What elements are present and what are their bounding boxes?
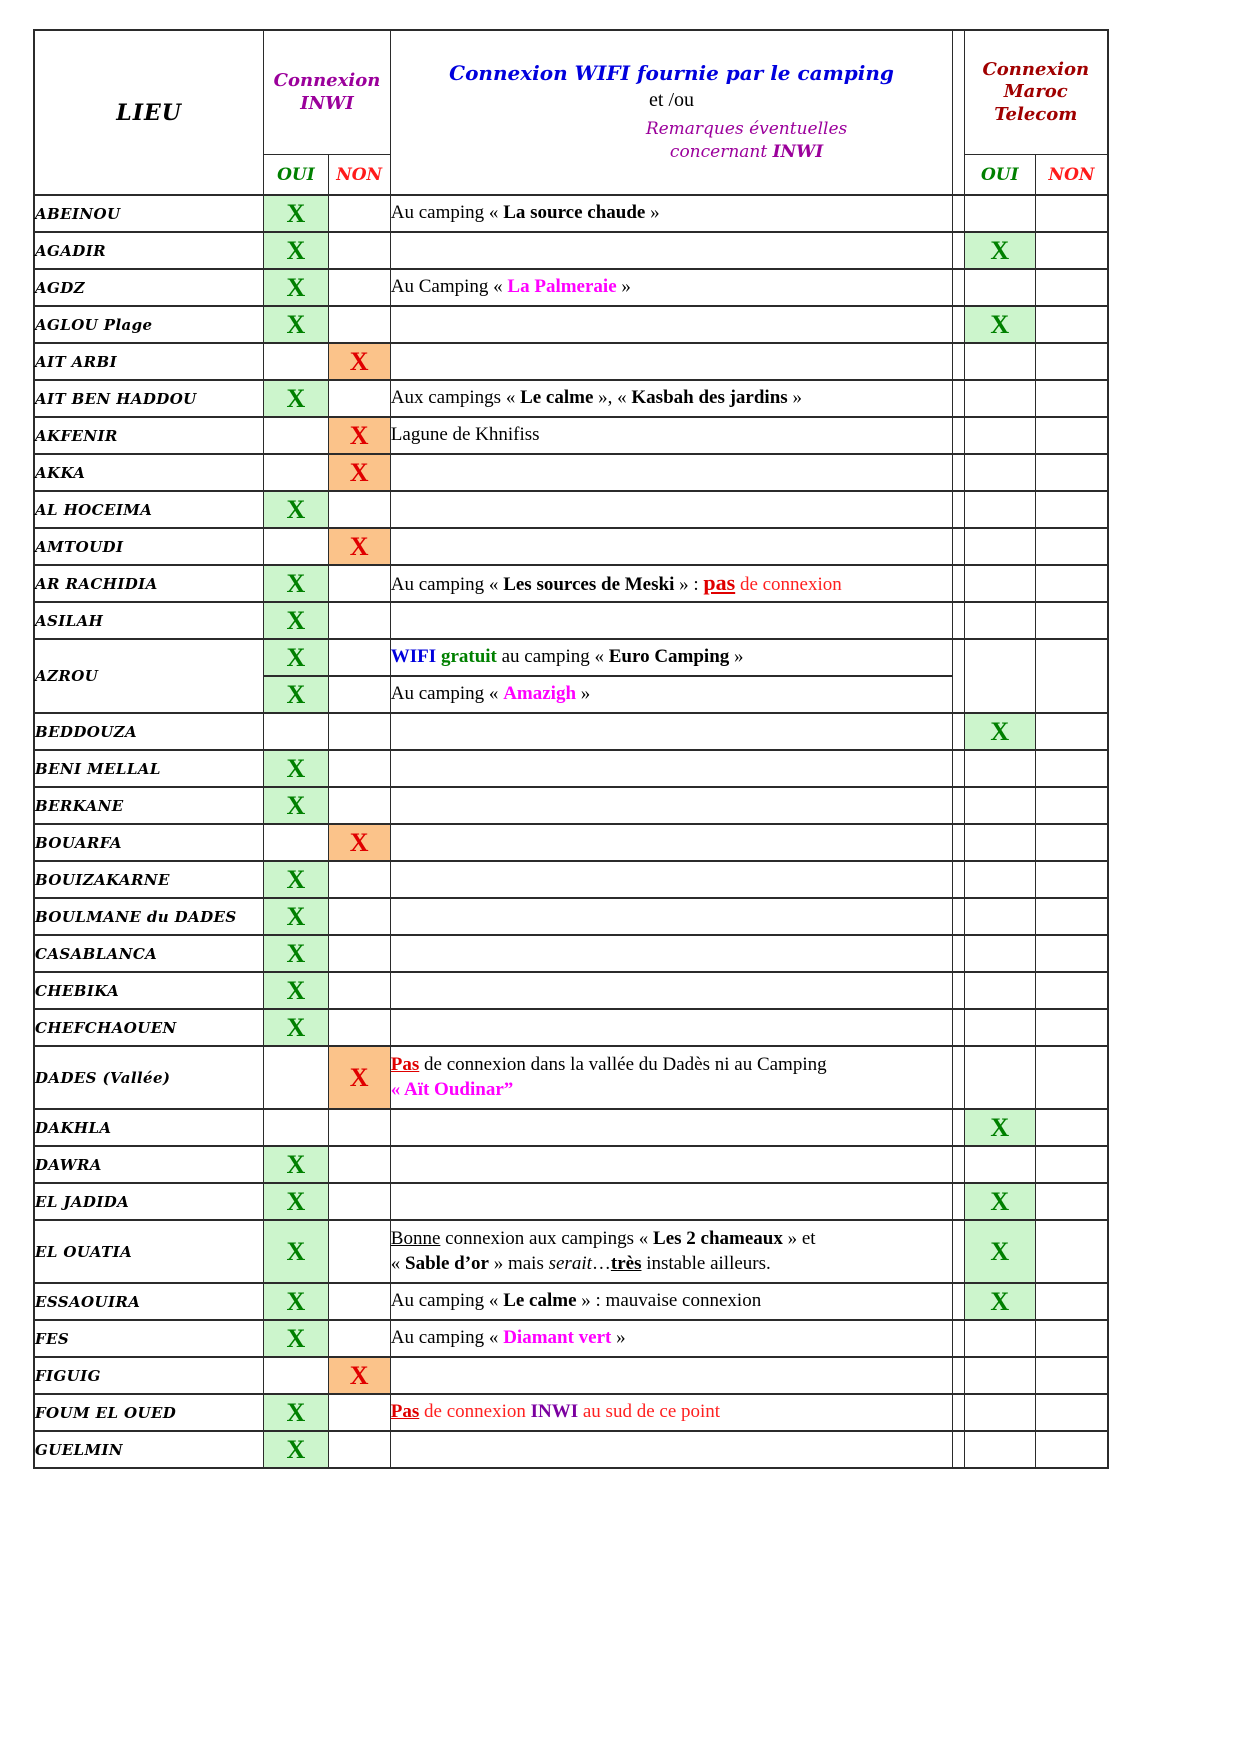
location-name: CASABLANCA bbox=[34, 935, 264, 972]
maroc-non-cell[interactable] bbox=[1035, 1109, 1108, 1146]
remark-cell: Au camping « La source chaude » bbox=[390, 195, 953, 232]
inwi-oui-cell[interactable]: X bbox=[264, 195, 328, 232]
location-name: BOUARFA bbox=[34, 824, 264, 861]
location-name: FIGUIG bbox=[34, 1357, 264, 1394]
inwi-oui-cell[interactable] bbox=[264, 1357, 328, 1394]
header-lieu-label: LIEU bbox=[116, 99, 182, 126]
column-separator bbox=[953, 380, 964, 417]
maroc-non-cell[interactable] bbox=[1035, 232, 1108, 269]
inwi-oui-cell[interactable] bbox=[264, 528, 328, 565]
wifi-availability-sheet bbox=[33, 29, 1109, 1469]
column-separator bbox=[953, 30, 964, 195]
table-row bbox=[34, 1320, 1108, 1357]
inwi-oui-cell[interactable]: X bbox=[264, 639, 328, 676]
maroc-oui-cell[interactable] bbox=[964, 935, 1035, 972]
location-name: BOULMANE du DADES bbox=[34, 898, 264, 935]
remark-cell bbox=[390, 491, 953, 528]
location-name: AKFENIR bbox=[34, 417, 264, 454]
table-row bbox=[34, 1220, 1108, 1283]
maroc-non-cell[interactable] bbox=[1035, 1220, 1108, 1283]
table-row bbox=[34, 713, 1108, 750]
table-row bbox=[34, 602, 1108, 639]
location-name: EL OUATIA bbox=[34, 1220, 264, 1283]
location-name: AGLOU Plage bbox=[34, 306, 264, 343]
remark-cell bbox=[390, 454, 953, 491]
location-name: AL HOCEIMA bbox=[34, 491, 264, 528]
inwi-oui-cell[interactable]: X bbox=[264, 1283, 328, 1320]
inwi-non-cell[interactable] bbox=[328, 787, 390, 824]
header-inwi-oui: OUI bbox=[264, 155, 328, 196]
inwi-oui-cell[interactable]: X bbox=[264, 1220, 328, 1283]
inwi-non-cell[interactable] bbox=[328, 1320, 390, 1357]
inwi-non-cell[interactable]: X bbox=[328, 1046, 390, 1109]
header-etou: et /ou bbox=[649, 89, 695, 112]
maroc-non-cell[interactable] bbox=[1035, 1320, 1108, 1357]
column-separator bbox=[953, 454, 964, 491]
header-maroc-line2: Maroc bbox=[1003, 81, 1068, 103]
inwi-non-cell[interactable]: X bbox=[328, 528, 390, 565]
remark-cell bbox=[390, 1109, 953, 1146]
location-name: AR RACHIDIA bbox=[34, 565, 264, 602]
table-row bbox=[34, 824, 1108, 861]
maroc-oui-cell[interactable]: X bbox=[964, 1183, 1035, 1220]
inwi-non-cell[interactable] bbox=[328, 306, 390, 343]
column-separator bbox=[953, 824, 964, 861]
maroc-non-cell[interactable] bbox=[1035, 454, 1108, 491]
remark-cell bbox=[390, 232, 953, 269]
inwi-oui-cell[interactable]: X bbox=[264, 269, 328, 306]
maroc-non-cell[interactable] bbox=[1035, 898, 1108, 935]
maroc-oui-cell[interactable] bbox=[964, 861, 1035, 898]
header-lieu bbox=[34, 30, 264, 195]
inwi-oui-cell[interactable] bbox=[264, 713, 328, 750]
maroc-non-cell[interactable] bbox=[1035, 1183, 1108, 1220]
header-wifi-camping bbox=[390, 30, 953, 195]
remark-cell: WIFI gratuit au camping « Euro Camping » bbox=[390, 639, 953, 676]
table-row bbox=[34, 528, 1108, 565]
inwi-non-cell[interactable] bbox=[328, 898, 390, 935]
maroc-non-cell[interactable] bbox=[1035, 491, 1108, 528]
column-separator bbox=[953, 1220, 964, 1283]
table-row bbox=[34, 1046, 1108, 1109]
column-separator bbox=[953, 343, 964, 380]
maroc-non-cell[interactable] bbox=[1035, 195, 1108, 232]
column-separator bbox=[953, 972, 964, 1009]
header-remarques bbox=[391, 118, 953, 164]
header-remarques-line2 bbox=[541, 141, 953, 164]
column-separator bbox=[953, 861, 964, 898]
column-separator bbox=[953, 1320, 964, 1357]
column-separator bbox=[953, 232, 964, 269]
table-row bbox=[34, 195, 1108, 232]
maroc-non-cell[interactable] bbox=[1035, 824, 1108, 861]
table-row bbox=[34, 1431, 1108, 1468]
maroc-non-cell[interactable] bbox=[1035, 1146, 1108, 1183]
table-row bbox=[34, 1146, 1108, 1183]
inwi-oui-cell[interactable]: X bbox=[264, 1146, 328, 1183]
maroc-non-cell[interactable] bbox=[1035, 343, 1108, 380]
header-maroc-telecom bbox=[964, 30, 1108, 155]
maroc-non-cell[interactable] bbox=[1035, 380, 1108, 417]
maroc-non-cell[interactable] bbox=[1035, 935, 1108, 972]
inwi-non-cell[interactable] bbox=[328, 565, 390, 602]
column-separator bbox=[953, 898, 964, 935]
location-name: BENI MELLAL bbox=[34, 750, 264, 787]
remark-cell bbox=[390, 972, 953, 1009]
location-name: DAWRA bbox=[34, 1146, 264, 1183]
maroc-non-cell[interactable] bbox=[1035, 1394, 1108, 1431]
header-maroc-line1: Connexion bbox=[982, 58, 1090, 80]
inwi-oui-cell[interactable]: X bbox=[264, 380, 328, 417]
maroc-oui-cell[interactable]: X bbox=[964, 713, 1035, 750]
location-name: DAKHLA bbox=[34, 1109, 264, 1146]
inwi-non-cell[interactable] bbox=[328, 602, 390, 639]
table-row bbox=[34, 565, 1108, 602]
header-maroc-line3: Telecom bbox=[994, 103, 1078, 125]
inwi-oui-cell[interactable] bbox=[264, 1046, 328, 1109]
column-separator bbox=[953, 565, 964, 602]
maroc-oui-cell[interactable] bbox=[964, 195, 1035, 232]
column-separator bbox=[953, 787, 964, 824]
inwi-non-cell[interactable] bbox=[328, 861, 390, 898]
table-row bbox=[34, 380, 1108, 417]
location-name: DADES (Vallée) bbox=[34, 1046, 264, 1109]
location-name: AGDZ bbox=[34, 269, 264, 306]
column-separator bbox=[953, 935, 964, 972]
maroc-oui-cell[interactable] bbox=[964, 1046, 1035, 1109]
maroc-non-cell[interactable] bbox=[1035, 1283, 1108, 1320]
inwi-non-cell[interactable] bbox=[328, 269, 390, 306]
table-row bbox=[34, 1394, 1108, 1431]
table-row bbox=[34, 935, 1108, 972]
maroc-oui-cell[interactable] bbox=[964, 454, 1035, 491]
maroc-oui-cell[interactable] bbox=[964, 380, 1035, 417]
table-row bbox=[34, 1009, 1108, 1046]
remark-cell bbox=[390, 602, 953, 639]
maroc-oui-cell[interactable]: X bbox=[964, 232, 1035, 269]
inwi-non-cell[interactable] bbox=[328, 380, 390, 417]
remark-cell: Pas de connexion dans la vallée du Dadès ni au Camping « Aït Oudinar” bbox=[390, 1046, 953, 1109]
inwi-non-cell[interactable] bbox=[328, 750, 390, 787]
maroc-non-cell[interactable] bbox=[1035, 1046, 1108, 1109]
column-separator bbox=[953, 528, 964, 565]
column-separator bbox=[953, 1109, 964, 1146]
inwi-oui-cell[interactable]: X bbox=[264, 565, 328, 602]
remark-cell bbox=[390, 1146, 953, 1183]
remark-cell bbox=[390, 750, 953, 787]
column-separator bbox=[953, 1394, 964, 1431]
inwi-oui-cell[interactable]: X bbox=[264, 491, 328, 528]
column-separator bbox=[953, 1046, 964, 1109]
location-name: FOUM EL OUED bbox=[34, 1394, 264, 1431]
column-separator bbox=[953, 639, 964, 713]
inwi-oui-cell[interactable] bbox=[264, 824, 328, 861]
maroc-non-cell[interactable] bbox=[1035, 1009, 1108, 1046]
inwi-oui-cell[interactable] bbox=[264, 343, 328, 380]
remark-cell bbox=[390, 787, 953, 824]
header-inwi-line2: INWI bbox=[300, 92, 354, 114]
location-name: GUELMIN bbox=[34, 1431, 264, 1468]
inwi-oui-cell[interactable]: X bbox=[264, 898, 328, 935]
header-inwi bbox=[264, 30, 391, 155]
inwi-non-cell[interactable]: X bbox=[328, 454, 390, 491]
location-name: BOUIZAKARNE bbox=[34, 861, 264, 898]
maroc-oui-cell[interactable] bbox=[964, 528, 1035, 565]
location-name: AKKA bbox=[34, 454, 264, 491]
remark-cell bbox=[390, 1431, 953, 1468]
inwi-oui-cell[interactable]: X bbox=[264, 1183, 328, 1220]
header-maroc-non: NON bbox=[1035, 155, 1108, 196]
maroc-non-cell[interactable] bbox=[1035, 269, 1108, 306]
location-name: AIT ARBI bbox=[34, 343, 264, 380]
maroc-non-cell[interactable] bbox=[1035, 787, 1108, 824]
column-separator bbox=[953, 1283, 964, 1320]
header-inwi-non: NON bbox=[328, 155, 390, 196]
maroc-non-cell[interactable] bbox=[1035, 417, 1108, 454]
maroc-oui-cell[interactable] bbox=[964, 750, 1035, 787]
location-name: BEDDOUZA bbox=[34, 713, 264, 750]
location-name: EL JADIDA bbox=[34, 1183, 264, 1220]
inwi-non-cell[interactable] bbox=[328, 1394, 390, 1431]
inwi-non-cell[interactable] bbox=[328, 1146, 390, 1183]
remark-cell bbox=[390, 935, 953, 972]
column-separator bbox=[953, 1357, 964, 1394]
maroc-oui-cell[interactable] bbox=[964, 565, 1035, 602]
column-separator bbox=[953, 750, 964, 787]
maroc-oui-cell[interactable] bbox=[964, 787, 1035, 824]
maroc-oui-cell[interactable] bbox=[964, 639, 1035, 713]
remark-cell: Pas de connexion INWI au sud de ce point bbox=[390, 1394, 953, 1431]
table-row bbox=[34, 454, 1108, 491]
maroc-oui-cell[interactable]: X bbox=[964, 1283, 1035, 1320]
remark-cell bbox=[390, 824, 953, 861]
maroc-oui-cell[interactable] bbox=[964, 491, 1035, 528]
maroc-oui-cell[interactable] bbox=[964, 1009, 1035, 1046]
inwi-non-cell[interactable] bbox=[328, 935, 390, 972]
inwi-oui-cell[interactable]: X bbox=[264, 935, 328, 972]
inwi-oui-cell[interactable]: X bbox=[264, 1320, 328, 1357]
table-row bbox=[34, 269, 1108, 306]
maroc-non-cell[interactable] bbox=[1035, 1431, 1108, 1468]
maroc-oui-cell[interactable]: X bbox=[964, 1109, 1035, 1146]
header-remarques-line1: Remarques éventuelles bbox=[645, 119, 848, 140]
column-separator bbox=[953, 269, 964, 306]
remark-cell: Au camping « Le calme » : mauvaise connexion bbox=[390, 1283, 953, 1320]
column-separator bbox=[953, 195, 964, 232]
header-wifi-title: Connexion WIFI fournie par le camping bbox=[449, 61, 894, 86]
remark-cell bbox=[390, 898, 953, 935]
maroc-oui-cell[interactable] bbox=[964, 1357, 1035, 1394]
location-name: CHEBIKA bbox=[34, 972, 264, 1009]
maroc-oui-cell[interactable] bbox=[964, 417, 1035, 454]
maroc-non-cell[interactable] bbox=[1035, 713, 1108, 750]
maroc-oui-cell[interactable] bbox=[964, 1394, 1035, 1431]
column-separator bbox=[953, 602, 964, 639]
inwi-oui-cell[interactable]: X bbox=[264, 306, 328, 343]
maroc-oui-cell[interactable]: X bbox=[964, 306, 1035, 343]
maroc-oui-cell[interactable] bbox=[964, 343, 1035, 380]
header-inwi-line1: Connexion bbox=[273, 70, 381, 91]
inwi-oui-cell[interactable] bbox=[264, 417, 328, 454]
table-row bbox=[34, 232, 1108, 269]
table-row bbox=[34, 972, 1108, 1009]
maroc-non-cell[interactable] bbox=[1035, 639, 1108, 713]
maroc-non-cell[interactable] bbox=[1035, 528, 1108, 565]
location-name: ABEINOU bbox=[34, 195, 264, 232]
inwi-oui-cell[interactable]: X bbox=[264, 1431, 328, 1468]
inwi-oui-cell[interactable] bbox=[264, 1109, 328, 1146]
inwi-non-cell[interactable] bbox=[328, 1109, 390, 1146]
table-row bbox=[34, 750, 1108, 787]
inwi-oui-cell[interactable]: X bbox=[264, 1394, 328, 1431]
maroc-non-cell[interactable] bbox=[1035, 565, 1108, 602]
remark-cell: Au Camping « La Palmeraie » bbox=[390, 269, 953, 306]
maroc-non-cell[interactable] bbox=[1035, 750, 1108, 787]
inwi-oui-cell[interactable]: X bbox=[264, 676, 328, 713]
column-separator bbox=[953, 1009, 964, 1046]
location-name: CHEFCHAOUEN bbox=[34, 1009, 264, 1046]
inwi-non-cell[interactable] bbox=[328, 1009, 390, 1046]
location-name: AZROU bbox=[34, 639, 264, 713]
location-name: ASILAH bbox=[34, 602, 264, 639]
maroc-oui-cell[interactable] bbox=[964, 898, 1035, 935]
inwi-non-cell[interactable] bbox=[328, 1283, 390, 1320]
remark-cell bbox=[390, 1009, 953, 1046]
remark-cell bbox=[390, 1183, 953, 1220]
location-name: BERKANE bbox=[34, 787, 264, 824]
column-separator bbox=[953, 1183, 964, 1220]
table-row bbox=[34, 1357, 1108, 1394]
inwi-oui-cell[interactable]: X bbox=[264, 750, 328, 787]
maroc-non-cell[interactable] bbox=[1035, 861, 1108, 898]
maroc-non-cell[interactable] bbox=[1035, 602, 1108, 639]
inwi-non-cell[interactable]: X bbox=[328, 824, 390, 861]
inwi-non-cell[interactable] bbox=[328, 232, 390, 269]
remark-cell: Lagune de Khnifiss bbox=[390, 417, 953, 454]
inwi-non-cell[interactable] bbox=[328, 491, 390, 528]
column-separator bbox=[953, 1431, 964, 1468]
inwi-non-cell[interactable]: X bbox=[328, 1357, 390, 1394]
location-name: FES bbox=[34, 1320, 264, 1357]
maroc-oui-cell[interactable]: X bbox=[964, 1220, 1035, 1283]
column-separator bbox=[953, 417, 964, 454]
camping-connection-table bbox=[33, 29, 1109, 1469]
remark-cell bbox=[390, 528, 953, 565]
maroc-oui-cell[interactable] bbox=[964, 972, 1035, 1009]
inwi-non-cell[interactable]: X bbox=[328, 343, 390, 380]
inwi-non-cell[interactable] bbox=[328, 972, 390, 1009]
inwi-oui-cell[interactable] bbox=[264, 454, 328, 491]
inwi-oui-cell[interactable]: X bbox=[264, 602, 328, 639]
remark-cell: Aux campings « Le calme », « Kasbah des jardins » bbox=[390, 380, 953, 417]
inwi-oui-cell[interactable]: X bbox=[264, 861, 328, 898]
table-row bbox=[34, 861, 1108, 898]
location-name: ESSAOUIRA bbox=[34, 1283, 264, 1320]
table-row bbox=[34, 1283, 1108, 1320]
table-row bbox=[34, 306, 1108, 343]
inwi-non-cell[interactable] bbox=[328, 713, 390, 750]
location-name: AMTOUDI bbox=[34, 528, 264, 565]
header-remarques-pre: concernant bbox=[669, 142, 773, 162]
maroc-non-cell[interactable] bbox=[1035, 306, 1108, 343]
location-name: AGADIR bbox=[34, 232, 264, 269]
maroc-oui-cell[interactable] bbox=[964, 269, 1035, 306]
inwi-oui-cell[interactable]: X bbox=[264, 972, 328, 1009]
maroc-oui-cell[interactable] bbox=[964, 824, 1035, 861]
maroc-oui-cell[interactable] bbox=[964, 1146, 1035, 1183]
column-separator bbox=[953, 713, 964, 750]
maroc-oui-cell[interactable] bbox=[964, 1320, 1035, 1357]
column-separator bbox=[953, 1146, 964, 1183]
table-row bbox=[34, 343, 1108, 380]
inwi-oui-cell[interactable]: X bbox=[264, 787, 328, 824]
remark-cell bbox=[390, 861, 953, 898]
inwi-oui-cell[interactable]: X bbox=[264, 1009, 328, 1046]
column-separator bbox=[953, 306, 964, 343]
table-body bbox=[34, 195, 1108, 1468]
remark-cell bbox=[390, 343, 953, 380]
location-name: AIT BEN HADDOU bbox=[34, 380, 264, 417]
inwi-non-cell[interactable] bbox=[328, 639, 390, 676]
table-row bbox=[34, 417, 1108, 454]
table-row bbox=[34, 787, 1108, 824]
table-row bbox=[34, 639, 1108, 676]
remark-cell: Au camping « Les sources de Meski » : pas de connexion bbox=[390, 565, 953, 602]
maroc-oui-cell[interactable] bbox=[964, 1431, 1035, 1468]
table-row bbox=[34, 898, 1108, 935]
remark-cell: Bonne connexion aux campings « Les 2 chameaux » et « Sable d’or » mais serait…très instable ailleurs. bbox=[390, 1220, 953, 1283]
remark-cell bbox=[390, 306, 953, 343]
column-separator bbox=[953, 491, 964, 528]
table-row bbox=[34, 491, 1108, 528]
inwi-non-cell[interactable] bbox=[328, 1431, 390, 1468]
inwi-oui-cell[interactable]: X bbox=[264, 232, 328, 269]
inwi-non-cell[interactable]: X bbox=[328, 417, 390, 454]
table-header bbox=[34, 30, 1108, 195]
inwi-non-cell[interactable] bbox=[328, 1183, 390, 1220]
remark-cell: Au camping « Amazigh » bbox=[390, 676, 953, 713]
maroc-oui-cell[interactable] bbox=[964, 602, 1035, 639]
header-remarques-inwi: INWI bbox=[772, 142, 824, 162]
inwi-non-cell[interactable] bbox=[328, 1220, 390, 1283]
maroc-non-cell[interactable] bbox=[1035, 1357, 1108, 1394]
table-row bbox=[34, 1109, 1108, 1146]
maroc-non-cell[interactable] bbox=[1035, 972, 1108, 1009]
remark-cell bbox=[390, 1357, 953, 1394]
table-row bbox=[34, 1183, 1108, 1220]
header-maroc-oui: OUI bbox=[964, 155, 1035, 196]
remark-cell: Au camping « Diamant vert » bbox=[390, 1320, 953, 1357]
inwi-non-cell[interactable] bbox=[328, 195, 390, 232]
remark-cell bbox=[390, 713, 953, 750]
inwi-non-cell[interactable] bbox=[328, 676, 390, 713]
